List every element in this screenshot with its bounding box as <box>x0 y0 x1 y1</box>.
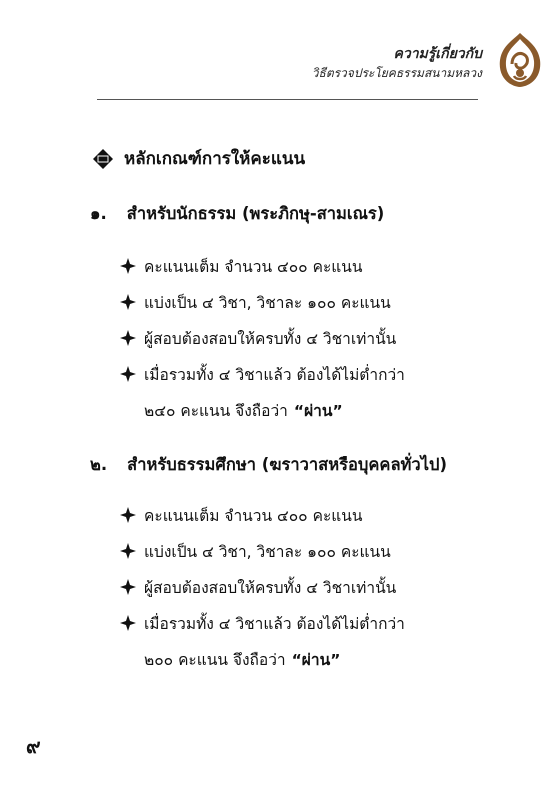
list-item-text: เมื่อรวมทั้ง ๔ วิชาแล้ว ต้องได้ไม่ต่ำกว่า <box>144 365 405 384</box>
diamond-bullet-icon <box>120 507 136 523</box>
list-item-text: คะแนนเต็ม จำนวน ๔๐๐ คะแนน <box>144 506 363 525</box>
diamond-bullet-icon <box>120 294 136 310</box>
header-title: ความรู้เกี่ยวกับ <box>393 46 482 62</box>
list-item <box>120 497 405 533</box>
bookmark-bullet-icon <box>92 148 114 170</box>
pass-label: “ผ่าน” <box>293 401 343 420</box>
list-item-text: เมื่อรวมทั้ง ๔ วิชาแล้ว ต้องได้ไม่ต่ำกว่า <box>144 614 405 633</box>
continuation-text: ๒๔๐ คะแนน จึงถือว่า <box>144 401 288 420</box>
list-item-text: แบ่งเป็น ๔ วิชา, วิชาละ ๑๐๐ คะแนน <box>144 542 391 561</box>
list-item <box>120 320 405 356</box>
list-item <box>120 605 405 641</box>
list-item-text: แบ่งเป็น ๔ วิชา, วิชาละ ๑๐๐ คะแนน <box>144 293 391 312</box>
diamond-bullet-icon <box>120 579 136 595</box>
section-title-text: สำหรับนักธรรม (พระภิกษุ-สามเณร) <box>126 204 385 223</box>
list-item-text: คะแนนเต็ม จำนวน ๔๐๐ คะแนน <box>144 257 363 276</box>
diamond-bullet-icon <box>120 615 136 631</box>
running-header <box>312 44 482 82</box>
section-2-list <box>120 497 405 677</box>
section-2-title <box>90 452 447 478</box>
section-1-list <box>120 248 405 428</box>
list-item-text: ผู้สอบต้องสอบให้ครบทั้ง ๔ วิชาเท่านั้น <box>144 329 397 348</box>
section-title-text: สำหรับธรรมศึกษา (ฆราวาสหรือบุคคลทั่วไป) <box>127 455 448 474</box>
section-1-title <box>90 201 384 227</box>
header-subtitle: วิธีตรวจประโยคธรรมสนามหลวง <box>311 66 482 80</box>
dhamma-logo-icon <box>492 30 548 90</box>
diamond-bullet-icon <box>120 258 136 274</box>
section-number: ๑. <box>90 204 107 223</box>
header-divider <box>97 99 478 100</box>
section-heading <box>92 145 305 172</box>
diamond-bullet-icon <box>120 543 136 559</box>
list-item <box>120 248 405 284</box>
list-item-continuation <box>120 641 405 677</box>
page-number: ๙ <box>26 734 41 758</box>
list-item <box>120 569 405 605</box>
list-item <box>120 284 405 320</box>
list-item <box>120 356 405 392</box>
diamond-bullet-icon <box>120 330 136 346</box>
list-item-text: ผู้สอบต้องสอบให้ครบทั้ง ๔ วิชาเท่านั้น <box>144 578 397 597</box>
list-item <box>120 533 405 569</box>
section-number: ๒. <box>90 455 108 474</box>
pass-label: “ผ่าน” <box>291 650 341 669</box>
heading-text: หลักเกณฑ์การให้คะแนน <box>124 149 306 169</box>
list-item-continuation <box>120 392 405 428</box>
continuation-text: ๒๐๐ คะแนน จึงถือว่า <box>144 650 286 669</box>
diamond-bullet-icon <box>120 366 136 382</box>
